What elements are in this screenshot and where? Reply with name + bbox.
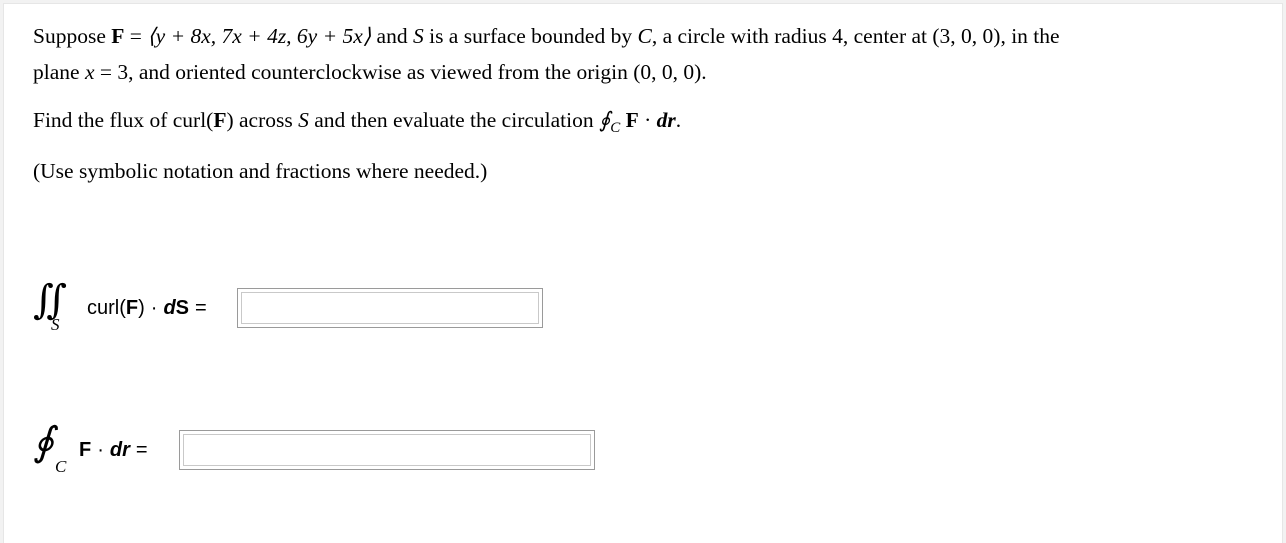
symbol-dr-line: dr: [109, 438, 130, 461]
symbol-F-curl: F: [213, 108, 227, 132]
equals-sign-circ: =: [135, 438, 148, 461]
problem-line-1: [33, 18, 1253, 54]
contour-integral-icon: ∮: [598, 108, 611, 132]
double-integral-glyph: ∬: [33, 277, 54, 323]
line-integral-icon: [33, 420, 75, 480]
flux-answer-row: [33, 278, 543, 338]
symbol-S: S: [412, 24, 424, 48]
text-circle-desc: , a circle with radius 4, center at (3, 0, 0), in the: [651, 24, 1060, 48]
flux-expression: [87, 297, 207, 320]
text-suppose: Suppose: [33, 24, 106, 48]
contour-integral-glyph: ∮: [33, 419, 40, 465]
text-find-1: Find the flux of curl(: [33, 108, 214, 132]
text-equals: =: [124, 24, 148, 48]
vector-field: ⟨y + 8x, 7x + 4z, 6y + 5x⟩: [147, 24, 372, 48]
symbol-d: d: [163, 296, 176, 319]
circulation-answer-box[interactable]: [179, 430, 595, 470]
flux-answer-input[interactable]: [241, 292, 539, 324]
equals-sign-flux: =: [195, 296, 207, 319]
symbol-F-circ: F: [625, 108, 639, 132]
circulation-answer-input[interactable]: [183, 434, 591, 466]
symbol-F-line: F: [79, 438, 92, 461]
text-plane: plane: [33, 60, 85, 84]
text-period: .: [675, 108, 682, 132]
text-orientation: = 3, and oriented counterclockwise as viewed from the origin (0, 0, 0).: [94, 60, 707, 84]
flux-answer-box[interactable]: [237, 288, 543, 328]
circulation-answer-row: [33, 420, 595, 480]
text-and: and: [371, 24, 413, 48]
problem-line-2: [33, 54, 1253, 90]
flux-curl-label: [87, 297, 145, 320]
symbol-S-find: S: [298, 108, 309, 132]
text-find-2: ) across: [226, 108, 299, 132]
subscript-C: C: [610, 120, 621, 136]
integral-subscript-C: C: [55, 457, 67, 476]
problem-statement: [33, 18, 1253, 189]
text-curl: curl(: [87, 296, 126, 319]
symbol-F: F: [111, 24, 125, 48]
symbol-x: x: [84, 60, 95, 84]
circulation-expression: [79, 439, 148, 462]
symbol-dr: dr: [656, 108, 676, 132]
find-instruction: [33, 102, 1253, 141]
flux-dS: [163, 297, 189, 320]
dot-operator: ·: [638, 108, 657, 132]
symbol-F-flux: F: [125, 296, 139, 319]
instruction-note: (Use symbolic notation and fractions where needed.): [33, 159, 488, 183]
symbol-S-vec: S: [175, 296, 190, 319]
integral-subscript-S: S: [51, 315, 60, 334]
text-surface-desc: is a surface bounded by: [423, 24, 638, 48]
surface-integral-icon: [33, 278, 83, 338]
text-close-paren: ): [138, 296, 145, 319]
symbol-C: C: [637, 24, 652, 48]
dot-operator-circ: ·: [97, 438, 104, 461]
dot-operator-flux: ·: [150, 296, 158, 319]
text-find-3: and then evaluate the circulation: [308, 108, 599, 132]
